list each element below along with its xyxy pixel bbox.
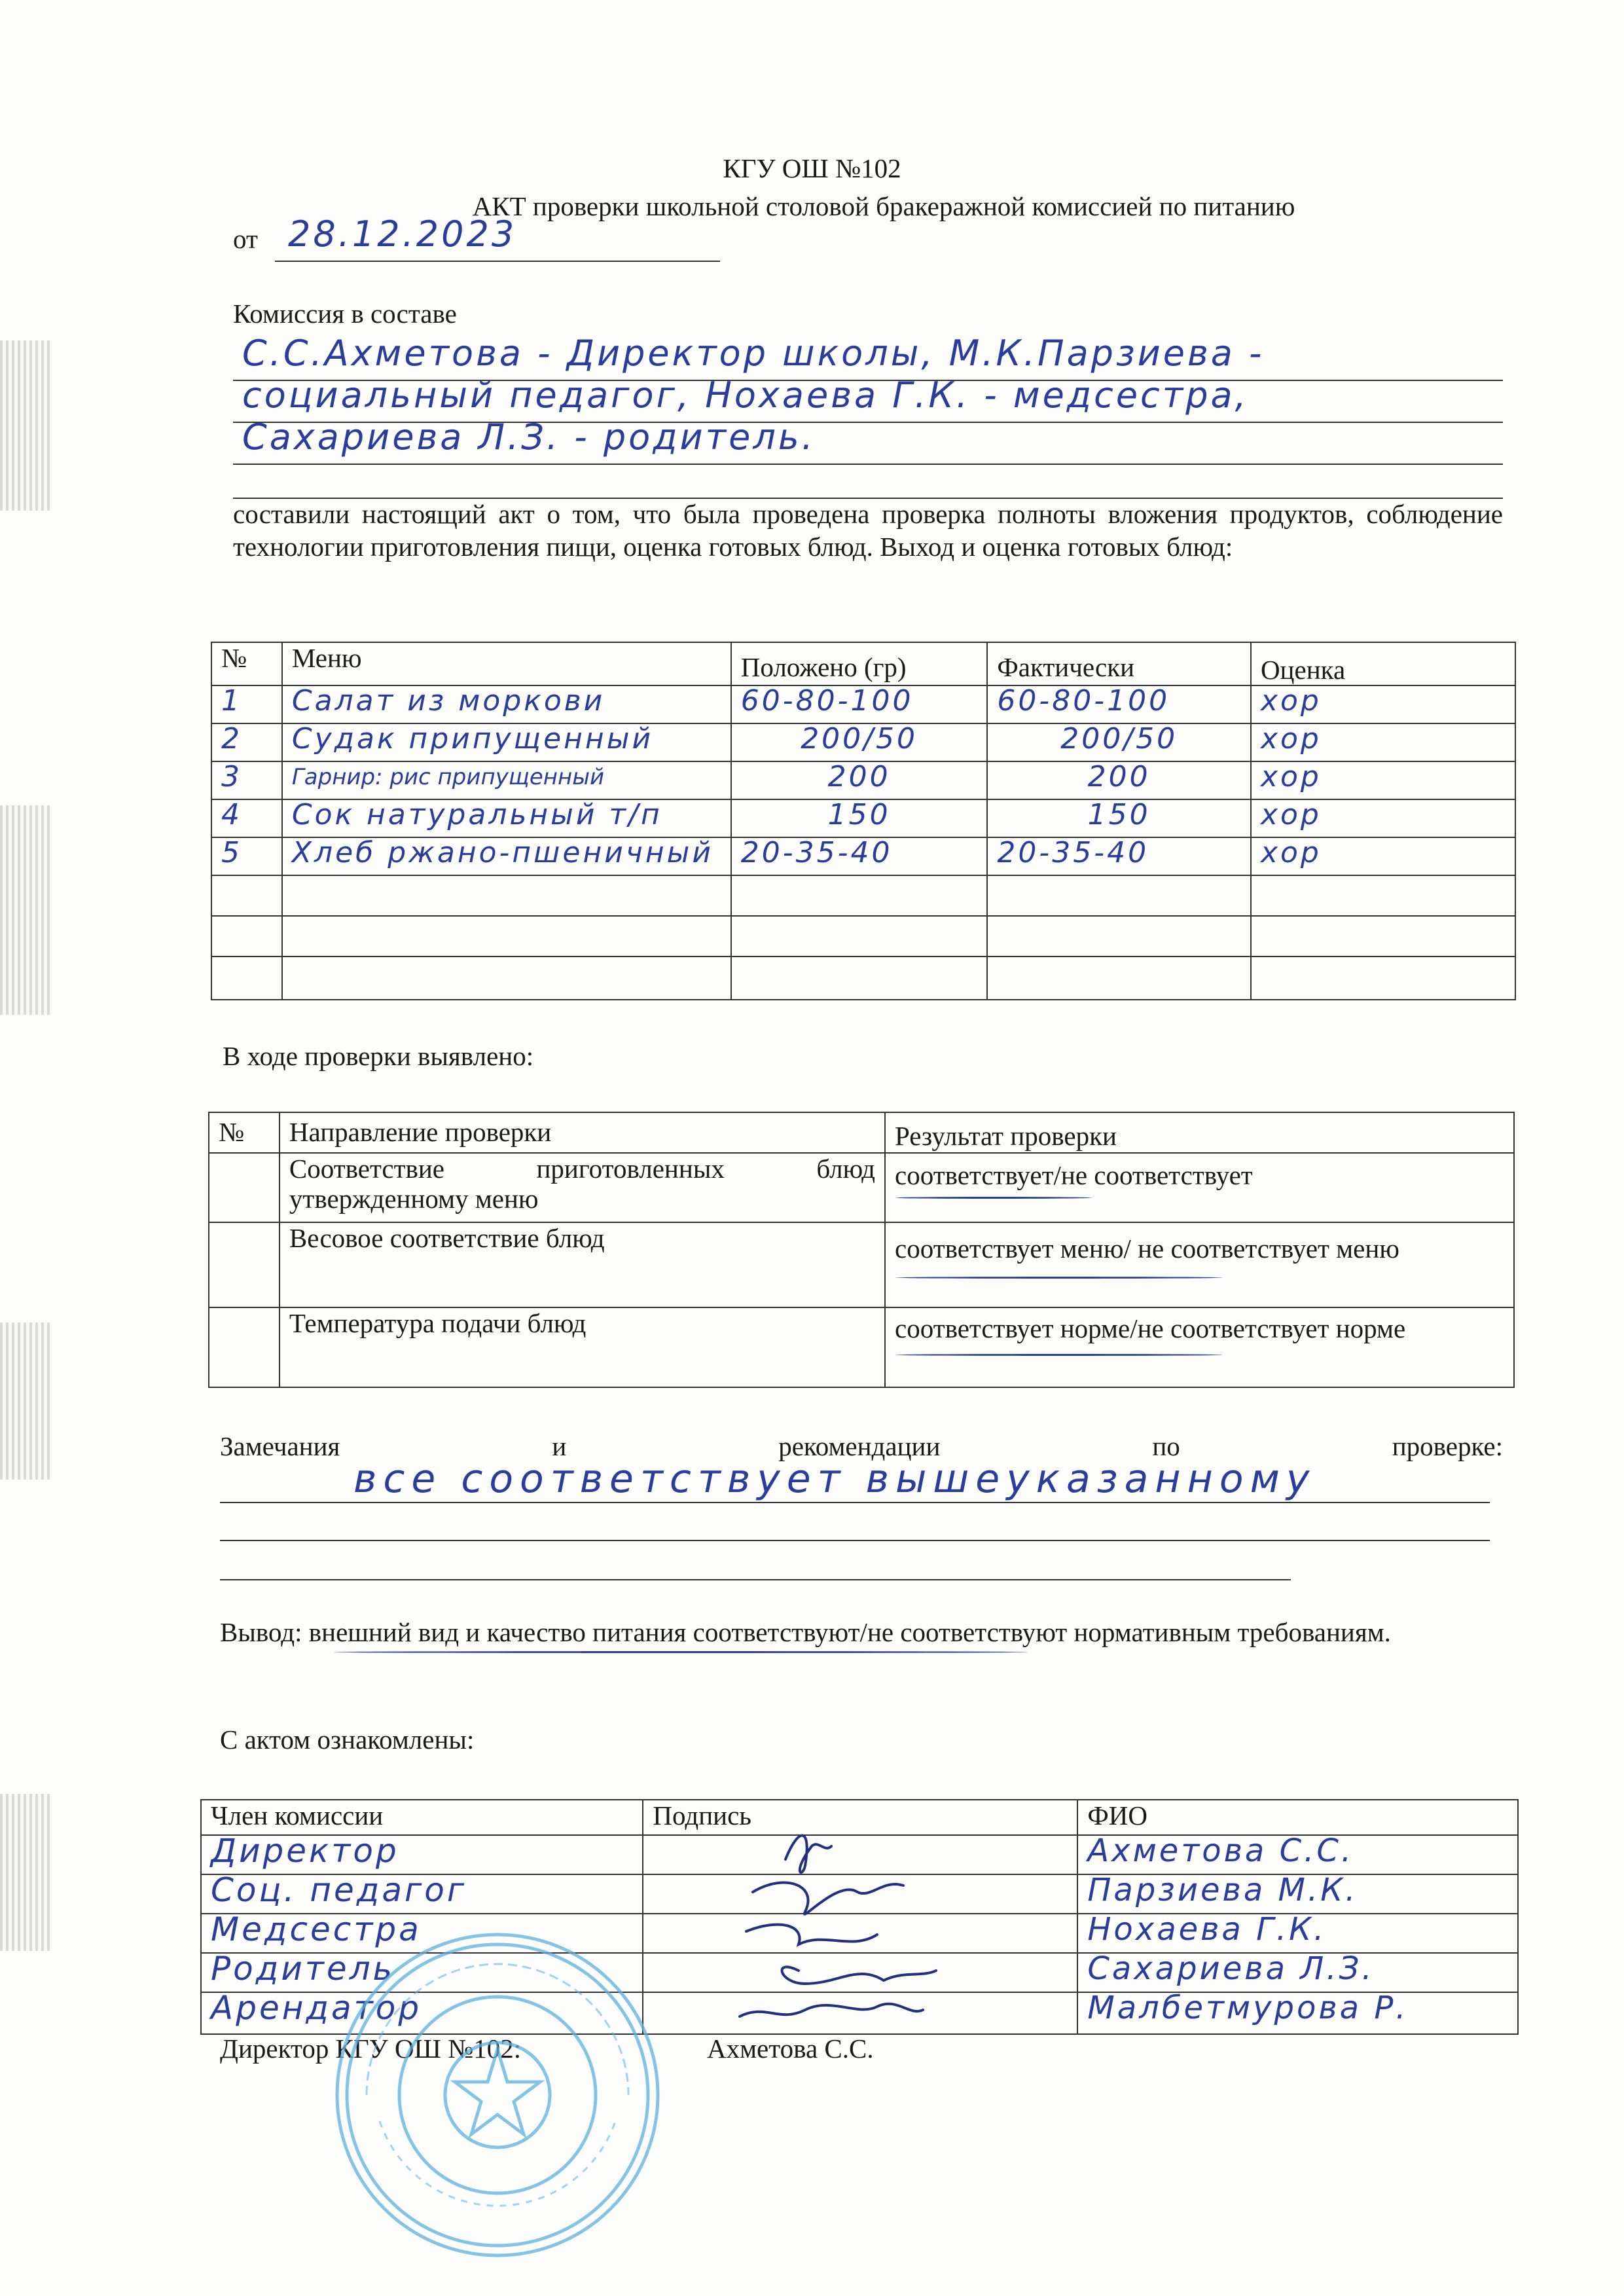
menu-col-menu: Меню — [282, 642, 731, 685]
table-row — [211, 685, 1515, 723]
table-row — [211, 875, 1515, 916]
menu-row-grade: хор — [1251, 761, 1515, 799]
menu-row-fact: 20-35-40 — [987, 837, 1251, 875]
menu-row-fact: 200 — [987, 761, 1251, 799]
check-result: соответствует/не соответствует — [885, 1153, 1514, 1222]
menu-col-fact: Фактически — [987, 642, 1251, 685]
menu-row-grade: хор — [1251, 723, 1515, 761]
menu-row-dish: Гарнир: рис припущенный — [282, 761, 731, 799]
menu-table — [211, 642, 1516, 1000]
table-row — [209, 1307, 1514, 1387]
table-row — [211, 761, 1515, 799]
menu-col-grade: Оценка — [1251, 642, 1515, 685]
menu-row-dish: Сок натуральный т/п — [282, 799, 731, 837]
table-row — [211, 957, 1515, 1000]
menu-row-fact: 60-80-100 — [987, 685, 1251, 723]
signature-social-pedagogue — [753, 1883, 903, 1914]
scan-artifact — [0, 1794, 52, 1951]
commission-rule — [233, 464, 1503, 465]
remarks-rule — [220, 1579, 1291, 1580]
check-col-direction: Направление проверки — [280, 1112, 885, 1153]
check-table-header — [209, 1112, 1514, 1153]
commission-line-3: Сахариева Л.З. - родитель. — [242, 416, 816, 458]
menu-table-header — [211, 642, 1515, 685]
check-direction: Весовое соответствие блюд — [280, 1222, 885, 1307]
menu-row-norm: 200 — [731, 761, 988, 799]
table-row — [211, 837, 1515, 875]
scan-artifact — [0, 1322, 52, 1480]
sign-member: Арендатор — [201, 1992, 643, 2034]
menu-row-number: 3 — [211, 761, 282, 799]
check-direction: Соответствие приготовленных блюд утвержденному меню — [280, 1153, 885, 1222]
check-table — [208, 1112, 1515, 1388]
remarks-rule — [220, 1540, 1490, 1541]
ink-underline — [895, 1354, 1223, 1356]
menu-row-grade: хор — [1251, 837, 1515, 875]
ink-underline — [895, 1197, 1092, 1199]
commission-line-1: С.С.Ахметова - Директор школы, М.К.Парзиева - — [242, 333, 1265, 374]
official-stamp — [327, 1925, 668, 2265]
signatures-scribbles — [707, 1820, 995, 2043]
menu-row-grade: хор — [1251, 685, 1515, 723]
sign-member: Родитель — [201, 1953, 643, 1992]
menu-row-dish: Хлеб ржано-пшеничный — [282, 837, 731, 875]
intro-paragraph: составили настоящий акт о том, что была проведена проверка полноты вложения продуктов, соблюдение технологии приготовления пищи, оценка готовых блюд. Выход и оценка готовых блюд: — [233, 499, 1503, 562]
date-prefix: от — [233, 224, 258, 254]
remarks-label: Замечания и рекомендации по проверке: — [220, 1431, 1503, 1461]
menu-row-number: 1 — [211, 685, 282, 723]
scan-artifact — [0, 805, 52, 1015]
sign-member: Медсестра — [201, 1914, 643, 1953]
sign-fio: Парзиева М.К. — [1077, 1874, 1518, 1914]
menu-row-grade: хор — [1251, 799, 1515, 837]
scan-artifact — [0, 340, 52, 511]
director-name: Ахметова С.С. — [707, 2033, 874, 2064]
sign-member: Директор — [201, 1835, 643, 1874]
table-row — [209, 1153, 1514, 1222]
menu-row-norm: 150 — [731, 799, 988, 837]
sign-col-member: Член комиссии — [201, 1800, 643, 1835]
menu-row-norm: 60-80-100 — [731, 685, 988, 723]
sign-member: Соц. педагог — [201, 1874, 643, 1914]
check-col-number: № — [209, 1112, 280, 1153]
signature-tenant — [740, 2004, 923, 2016]
table-row — [211, 916, 1515, 957]
check-result: соответствует меню/ не соответствует меню — [885, 1222, 1514, 1307]
ink-underline — [895, 1277, 1223, 1279]
menu-col-norm: Положено (гр) — [731, 642, 988, 685]
check-result: соответствует норме/не соответствует норме — [885, 1307, 1514, 1387]
remarks-rule — [220, 1502, 1490, 1503]
acquainted-label: С актом ознакомлены: — [220, 1724, 475, 1755]
menu-row-norm: 200/50 — [731, 723, 988, 761]
sign-fio: Малбетмурова Р. — [1077, 1992, 1518, 2034]
signature-parent — [782, 1967, 936, 1984]
menu-row-number: 2 — [211, 723, 282, 761]
table-row — [211, 723, 1515, 761]
check-direction: Температура подачи блюд — [280, 1307, 885, 1387]
menu-row-norm: 20-35-40 — [731, 837, 988, 875]
director-label: Директор КГУ ОШ №102: — [220, 2033, 522, 2064]
sign-fio: Ахметова С.С. — [1077, 1835, 1518, 1874]
signature-nurse — [746, 1925, 877, 1944]
menu-row-number: 4 — [211, 799, 282, 837]
sign-fio: Сахариева Л.З. — [1077, 1953, 1518, 1992]
menu-row-dish: Салат из моркови — [282, 685, 731, 723]
table-row — [209, 1222, 1514, 1307]
menu-row-fact: 150 — [987, 799, 1251, 837]
found-label: В ходе проверки выявлено: — [223, 1041, 534, 1071]
sign-col-signature: Подпись — [643, 1800, 1077, 1835]
menu-row-number: 5 — [211, 837, 282, 875]
sign-fio: Нохаева Г.К. — [1077, 1914, 1518, 1953]
menu-row-dish: Судак припущенный — [282, 723, 731, 761]
commission-label: Комиссия в составе — [233, 299, 457, 329]
document-title: АКТ проверки школьной столовой бракеражной комиссией по питанию — [472, 191, 1295, 221]
date-line — [275, 261, 720, 262]
sign-col-fio: ФИО — [1077, 1800, 1518, 1835]
table-row — [211, 799, 1515, 837]
remarks-handwritten: все соответствует вышеуказанному — [353, 1456, 1316, 1502]
menu-col-number: № — [211, 642, 282, 685]
conclusion-text: Вывод: внешний вид и качество питания соответствуют/не соответствуют нормативным требованиям. — [220, 1617, 1391, 1647]
check-col-result: Результат проверки — [885, 1112, 1514, 1153]
commission-line-2: социальный педагог, Нохаева Г.К. - медсестра, — [242, 374, 1249, 416]
date-value: 28.12.2023 — [288, 213, 517, 255]
menu-row-fact: 200/50 — [987, 723, 1251, 761]
signature-director — [785, 1836, 831, 1872]
org-title: КГУ ОШ №102 — [723, 153, 901, 183]
ink-underline — [334, 1651, 1028, 1653]
